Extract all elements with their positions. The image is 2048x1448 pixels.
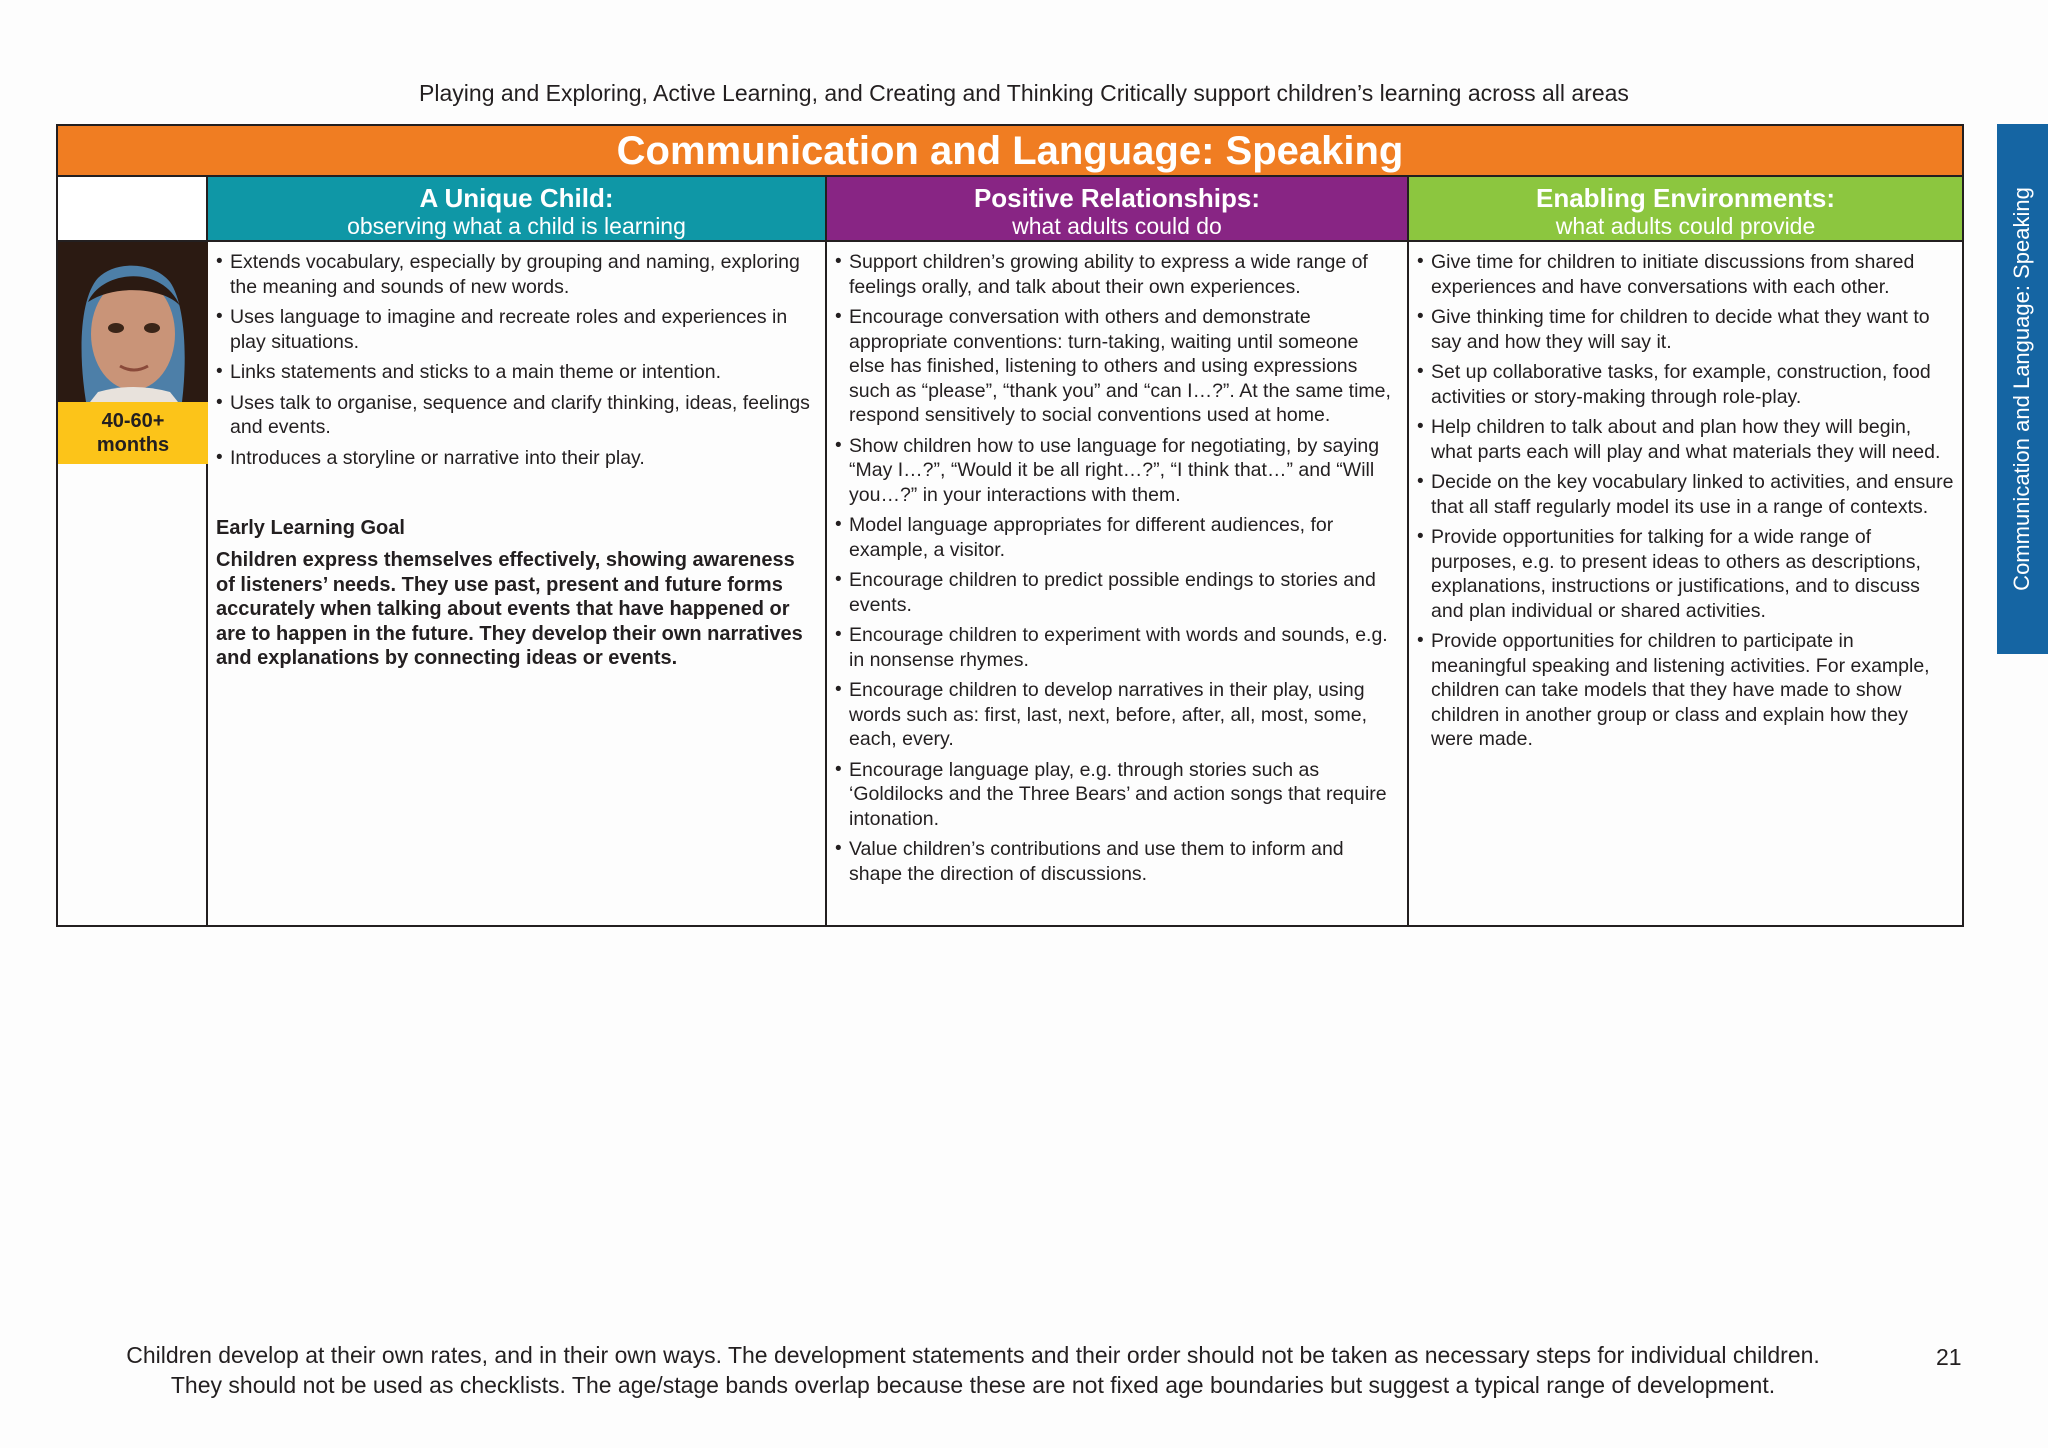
list-item: • Support children’s growing ability to express a wide range of feelings orally, and talk about their own experiences.: [835, 250, 1397, 299]
footer-line: Children develop at their own rates, and in their own ways. The development statements and their order should not be taken as necessary steps for individual children.: [126, 1342, 1820, 1368]
age-badge-unit: months: [96, 434, 170, 456]
unique-child-subheading: observing what a child is learning: [347, 213, 686, 239]
list-item: • Links statements and sticks to a main theme or intention.: [216, 360, 815, 385]
header-positive-relationships: [827, 177, 1409, 242]
top-caption: Playing and Exploring, Active Learning, and Creating and Thinking Critically support children’s learning across all areas: [419, 80, 1629, 106]
enabling-environments-column: [1409, 242, 1962, 925]
list-item: • Uses talk to organise, sequence and clarify thinking, ideas, feelings and events.: [216, 391, 815, 440]
unique-child-column: [208, 242, 827, 925]
list-item: • Model language appropriates for different audiences, for example, a visitor.: [835, 513, 1397, 562]
early-learning-goal-body: Children express themselves effectively, showing awareness of listeners’ needs. They use past, present and future forms accurately when talking about events that have happened or are to happen in the future. They develop their own narratives and explanations by connecting ideas or events.: [216, 549, 803, 669]
list-item: • Extends vocabulary, especially by grouping and naming, exploring the meaning and sounds of new words.: [216, 250, 815, 299]
page-number: 21: [1936, 1344, 1962, 1370]
header-unique-child: [208, 177, 827, 242]
positive-relationships-heading: Positive Relationships:: [973, 183, 1261, 213]
unique-child-list: [216, 250, 815, 470]
list-item: • Value children’s contributions and use them to inform and shape the direction of discussions.: [835, 837, 1397, 886]
list-item: • Show children how to use language for negotiating, by saying “May I…?”, “Would it be all right…?”, “I think that…” and “Will you…?” in your interactions with them.: [835, 434, 1397, 508]
positive-relationships-list: [835, 250, 1397, 886]
list-item: • Decide on the key vocabulary linked to activities, and ensure that all staff regularly model its use in a range of contexts.: [1417, 470, 1954, 519]
list-item: • Set up collaborative tasks, for example, construction, food activities or story-making through role-play.: [1417, 360, 1954, 409]
positive-relationships-column: [827, 242, 1409, 925]
age-badge-range: 40-60+: [101, 410, 165, 432]
enabling-environments-list: [1417, 250, 1954, 752]
age-column: [58, 242, 208, 925]
age-badge: [58, 402, 208, 464]
enabling-environments-subheading: what adults could provide: [1555, 213, 1816, 239]
list-item: • Help children to talk about and plan how they will begin, what parts each will play and what materials they will need.: [1417, 415, 1954, 464]
header-blank-cell: [58, 177, 208, 242]
list-item: • Provide opportunities for children to participate in meaningful speaking and listening activities. For example, children can take models that they have made to show children in another group or class and explain how they were made.: [1417, 629, 1954, 752]
list-item: • Uses language to imagine and recreate roles and experiences in play situations.: [216, 305, 815, 354]
list-item: • Provide opportunities for talking for a wide range of purposes, e.g. to present ideas to others as descriptions, explanations, instructions or justifications, and to discuss and plan individual or shared activities.: [1417, 525, 1954, 623]
page-title: Communication and Language: Speaking: [58, 126, 1962, 177]
curriculum-table: [56, 124, 1964, 927]
header-enabling-environments: [1409, 177, 1962, 242]
list-item: • Encourage children to experiment with words and sounds, e.g. in nonsense rhymes.: [835, 623, 1397, 672]
unique-child-heading: A Unique Child:: [419, 183, 614, 213]
child-photo: [58, 242, 208, 402]
footer-line: They should not be used as checklists. The age/stage bands overlap because these are not fixed age boundaries but suggest a typical range of development.: [170, 1372, 1776, 1398]
list-item: • Encourage children to predict possible endings to stories and events.: [835, 568, 1397, 617]
section-side-tab: [1997, 124, 2048, 654]
footer-note: [0, 1340, 1946, 1400]
list-item: • Encourage conversation with others and demonstrate appropriate conventions: turn-taking, waiting until someone else has finished, listening to others and using expressions such as “please”, “thank you” and “can I…?”. At the same time, respond sensitively to social conventions used at home.: [835, 305, 1397, 428]
list-item: • Encourage children to develop narratives in their play, using words such as: first, last, next, before, after, all, most, some, each, every.: [835, 678, 1397, 752]
positive-relationships-subheading: what adults could do: [1012, 213, 1222, 239]
list-item: • Give thinking time for children to decide what they want to say and how they will say it.: [1417, 305, 1954, 354]
side-tab-label: Communication and Language: Speaking: [2009, 187, 2034, 591]
early-learning-goal-title: Early Learning Goal: [216, 517, 405, 539]
list-item: • Give time for children to initiate discussions from shared experiences and have conversations with each other.: [1417, 250, 1954, 299]
list-item: • Introduces a storyline or narrative into their play.: [216, 446, 815, 471]
enabling-environments-heading: Enabling Environments:: [1535, 183, 1836, 213]
list-item: • Encourage language play, e.g. through stories such as ‘Goldilocks and the Three Bears’ and action songs that require intonation.: [835, 758, 1397, 832]
